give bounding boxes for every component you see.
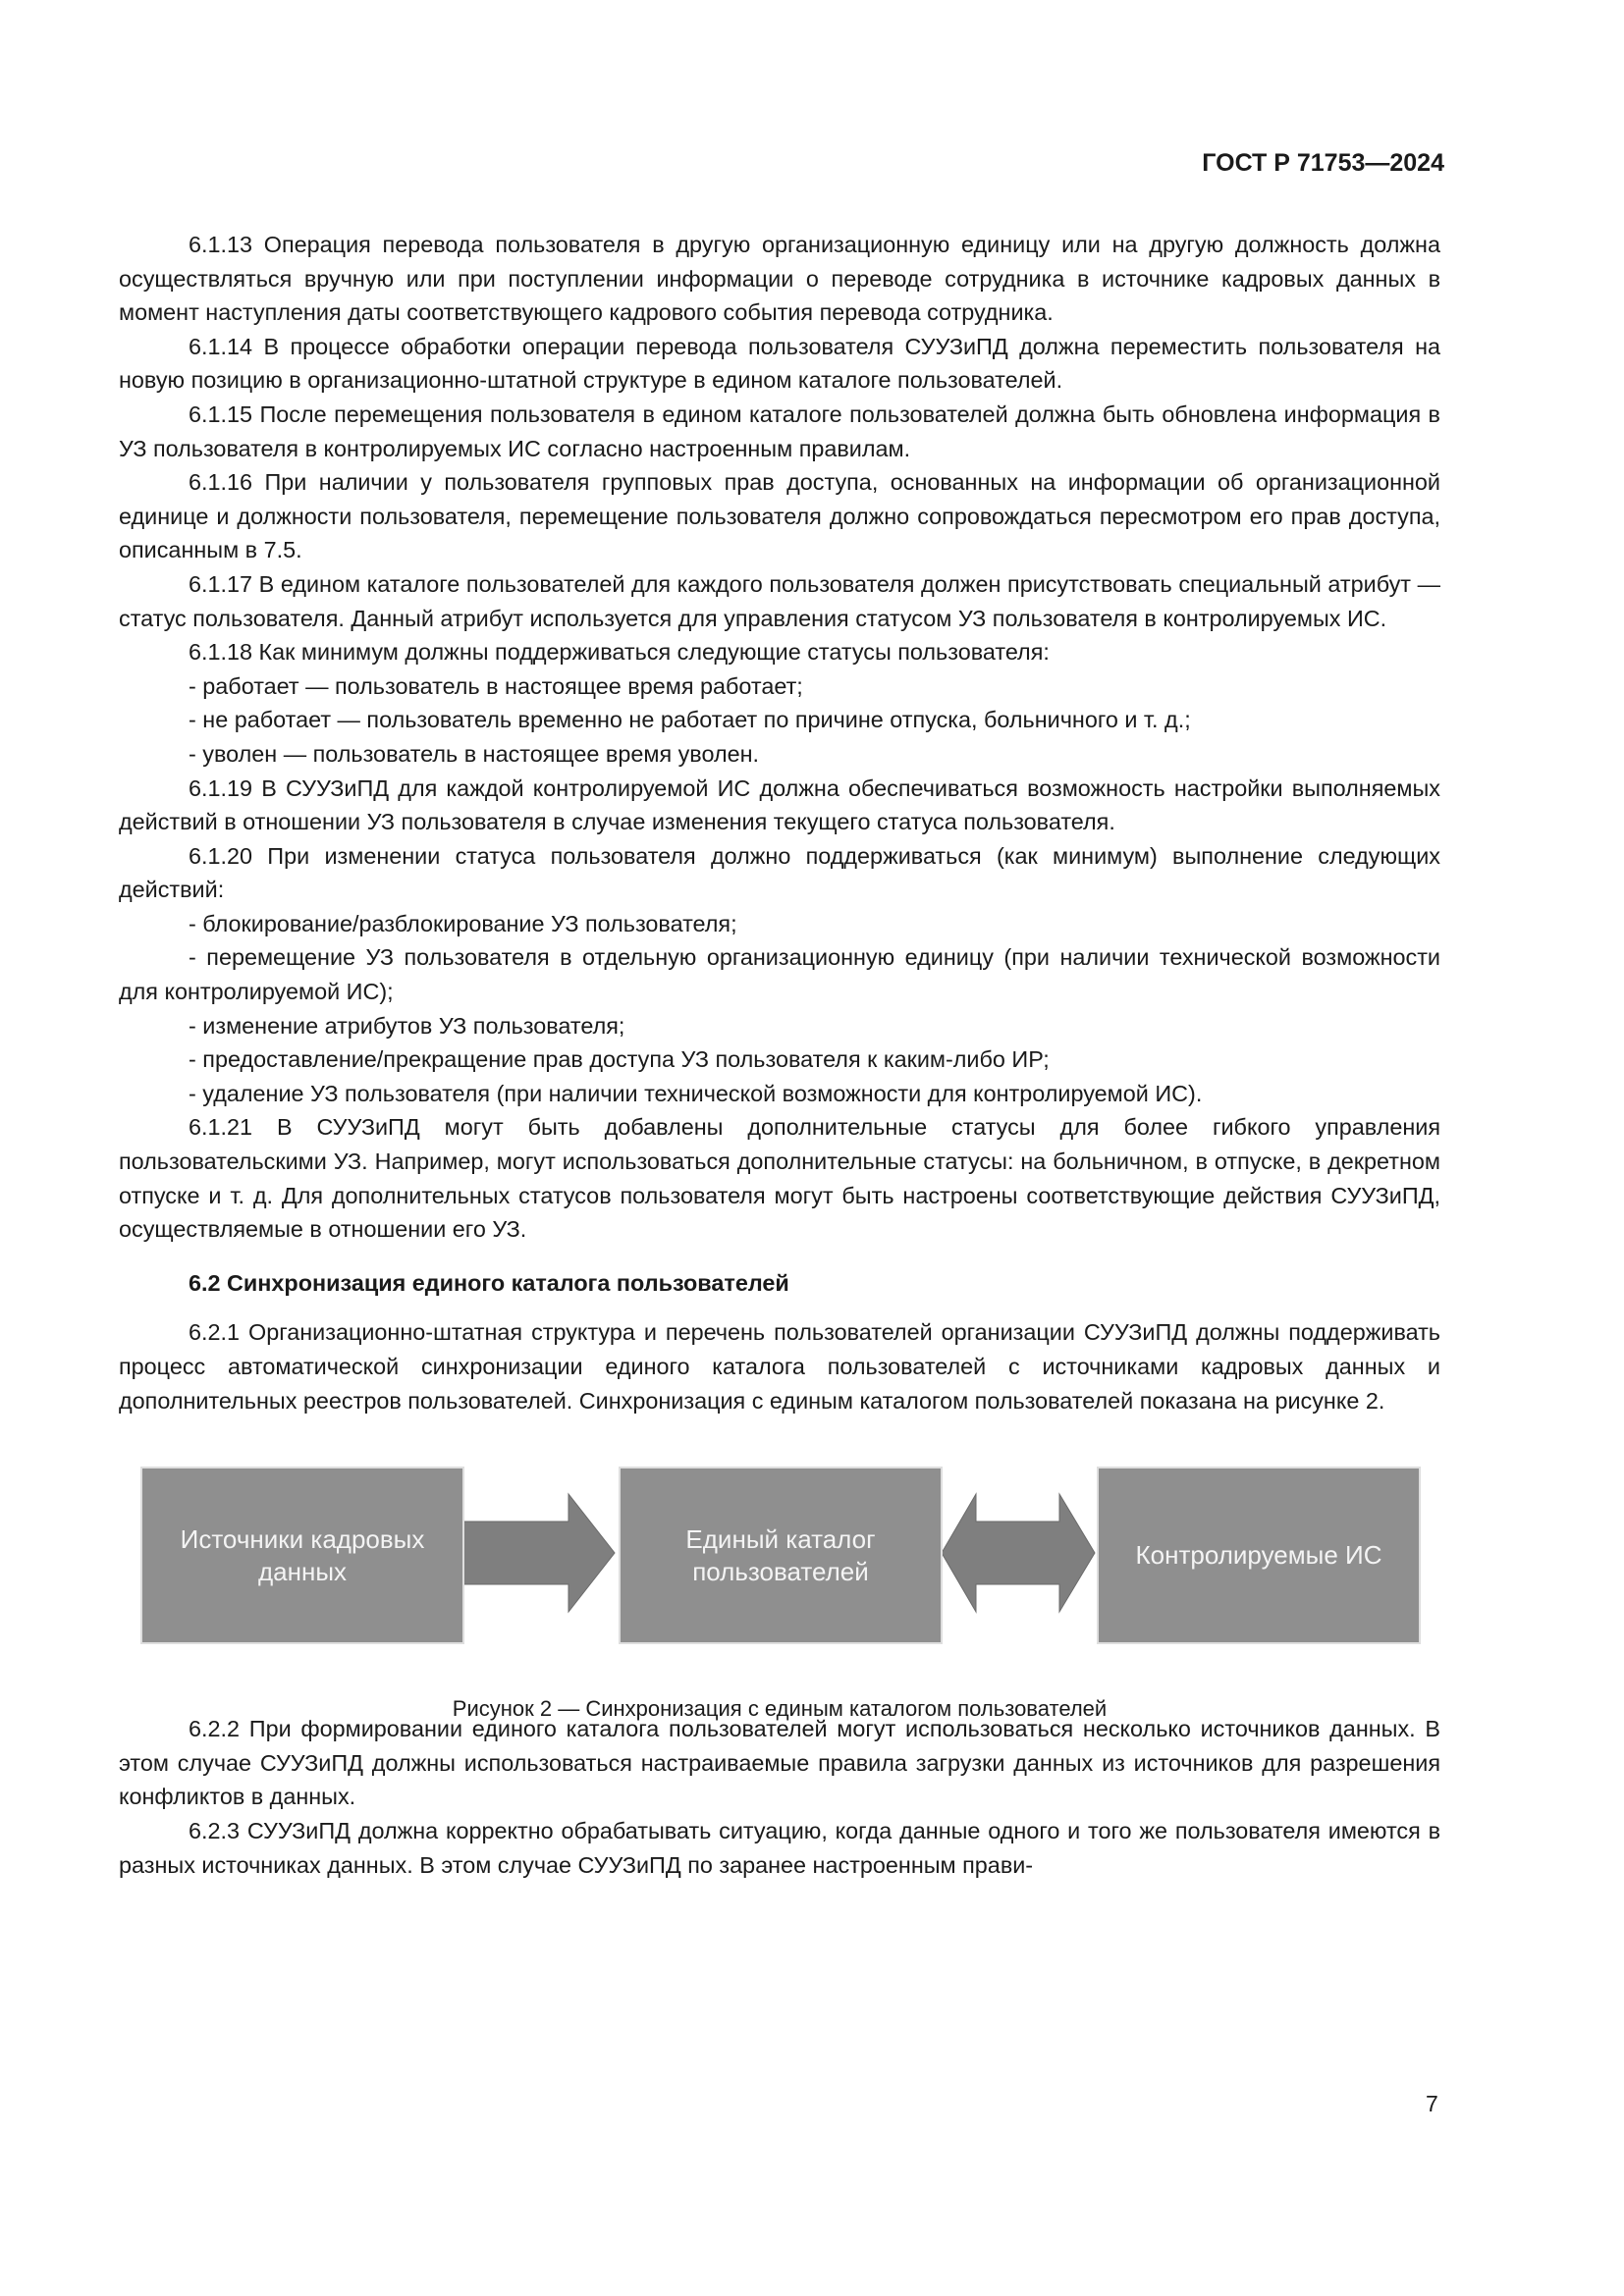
paragraph: 6.1.13 Операция перевода пользователя в другую организационную единицу или на другую должность должна осуществляться вручную или при поступлении информации о переводе сотрудника в источнике кадровых данных в момент наступления даты соответствующего кадрового события перевода сотрудника. — [119, 232, 1440, 326]
list-item: - работает — пользователь в настоящее время работает; — [189, 672, 803, 699]
paragraph: 6.1.20 При изменении статуса пользователя должно поддерживаться (как минимум) выполнение следующих действий: — [119, 842, 1440, 903]
list-item: - перемещение УЗ пользователя в отдельную организационную единицу (при наличии технической возможности для контролируемой ИС); — [119, 944, 1440, 1005]
box-hr-sources: Источники кадровых данных — [140, 1467, 464, 1644]
paragraph: 6.1.14 В процессе обработки операции перевода пользователя СУУЗиПД должна переместить пользователя на новую позицию в организационно-штатной структуре в едином каталоге пользователей. — [119, 333, 1440, 394]
paragraph: 6.1.18 Как минимум должны поддерживаться следующие статусы пользователя: — [189, 639, 1050, 666]
list-item: - изменение атрибутов УЗ пользователя; — [189, 1012, 625, 1039]
double-arrow-icon — [942, 1494, 1095, 1612]
list-item: - удаление УЗ пользователя (при наличии технической возможности для контролируемой ИС). — [189, 1080, 1203, 1106]
document-id-header: ГОСТ Р 71753—2024 — [1202, 149, 1444, 177]
list-item: - уволен — пользователь в настоящее время уволен. — [189, 740, 760, 767]
section-6-1-paragraphs — [119, 228, 1440, 1247]
list-item: - предоставление/прекращение прав доступа УЗ пользователя к каким-либо ИР; — [189, 1046, 1050, 1073]
list-item: - блокирование/разблокирование УЗ пользователя; — [189, 910, 737, 936]
paragraph: 6.1.15 После перемещения пользователя в едином каталоге пользователей должна быть обновлена информация в УЗ пользователя в контролируемых ИС согласно настроенным правилам. — [119, 400, 1440, 461]
section-heading: 6.2 Синхронизация единого каталога пользователей — [189, 1269, 789, 1296]
paragraph: 6.2.1 Организационно-штатная структура и перечень пользователей организации СУУЗиПД должны поддерживать процесс автоматической синхронизации единого каталога пользователей с источниками кадровых данных и дополнительных реестров пользователей. Синхронизация с единым каталогом пользователей показана на рисунке 2. — [119, 1319, 1440, 1414]
page-body — [119, 228, 1440, 1882]
list-item: - не работает — пользователь временно не работает по причине отпуска, больничного и т. д.; — [189, 707, 1191, 733]
box-user-catalog: Единый каталог пользователей — [619, 1467, 943, 1644]
paragraph: 6.1.21 В СУУЗиПД могут быть добавлены дополнительные статусы для более гибкого управления пользовательскими УЗ. Например, могут использоваться дополнительные статусы: на больничном, в отпуске, в декретном отпуске и т. д. Для дополнительных статусов пользователя могут быть настроены соответствующие действия СУУЗиПД, осуществляемые в отношении его УЗ. — [119, 1114, 1440, 1243]
figure-caption: Рисунок 2 — Синхронизация с единым каталогом пользователей — [452, 1696, 1108, 1722]
paragraph: 6.1.19 В СУУЗиПД для каждой контролируемой ИС должна обеспечиваться возможность настройки выполняемых действий в отношении УЗ пользователя в случае изменения текущего статуса пользователя. — [119, 774, 1440, 835]
paragraph: 6.1.16 При наличии у пользователя групповых прав доступа, основанных на информации об организационной единице и должности пользователя, перемещение пользователя должно сопровождаться пересмотром его прав доступа, описанным в 7.5. — [119, 469, 1440, 563]
section-6-2-paragraphs — [119, 1712, 1440, 1882]
paragraph: 6.2.3 СУУЗиПД должна корректно обрабатывать ситуацию, когда данные одного и того же пользователя имеются в разных источниках данных. В этом случае СУУЗиПД по заранее настроенным прави- — [119, 1817, 1440, 1878]
paragraph: 6.1.17 В едином каталоге пользователей для каждого пользователя должен присутствовать специальный атрибут — статус пользователя. Данный атрибут используется для управления статусом УЗ пользователя в контролируемых ИС. — [119, 570, 1440, 631]
page-number: 7 — [1426, 2091, 1438, 2116]
box-controlled-is: Контролируемые ИС — [1097, 1467, 1421, 1644]
figure-2 — [119, 1467, 1440, 1722]
right-arrow-icon — [462, 1494, 615, 1612]
paragraph: 6.2.2 При формировании единого каталога пользователей могут использоваться несколько источников данных. В этом случае СУУЗиПД должны использоваться настраиваемые правила загрузки данных из источников для разрешения конфликтов в данных. — [119, 1716, 1440, 1810]
